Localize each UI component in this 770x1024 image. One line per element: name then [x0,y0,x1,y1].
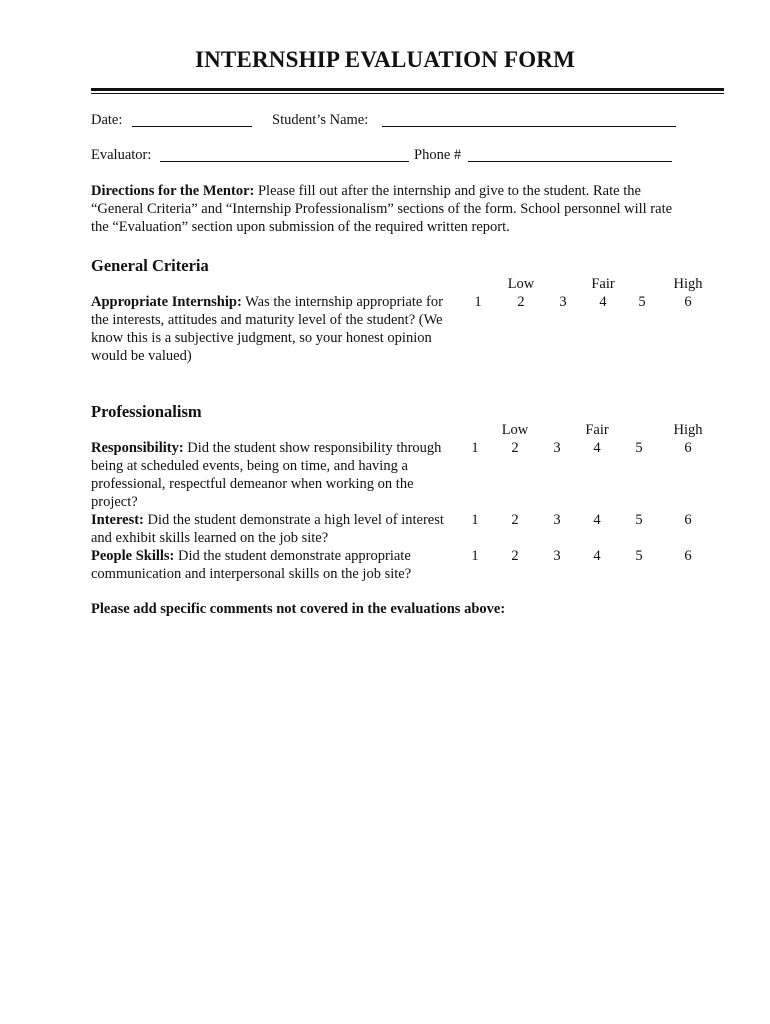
rating-option-5[interactable]: 5 [635,512,643,528]
rating-option-4[interactable]: 4 [593,440,601,456]
scale-fair-label: Fair [591,276,615,292]
rating-option-6[interactable]: 6 [684,548,692,564]
question-text: Did the student show responsibility through being at scheduled events, being on time, and having a professional, respectful demeanor when working on the project? [91,440,442,510]
rating-option-1[interactable]: 1 [471,440,479,456]
phone-label: Phone # [414,147,462,163]
question-lead: People Skills: [91,548,175,564]
rating-option-3[interactable]: 3 [553,548,561,564]
rating-option-1[interactable]: 1 [471,548,479,564]
professionalism-title: Professionalism [91,402,202,421]
student-name-label: Student’s Name: [272,112,369,128]
rating-option-3[interactable]: 3 [553,440,561,456]
rating-option-2[interactable]: 2 [511,548,519,564]
rating-option-3[interactable]: 3 [553,512,561,528]
comments-area[interactable] [91,625,724,995]
rating-option-6[interactable]: 6 [684,440,692,456]
question-appropriate-internship [91,293,456,365]
scale-low-label: Low [507,276,535,292]
scale-high-label: High [673,276,703,292]
scale-fair-label: Fair [585,422,609,438]
rating-option-6[interactable]: 6 [684,512,692,528]
question-interest [91,511,456,547]
rating-option-6[interactable]: 6 [684,294,692,310]
student-name-field[interactable] [382,126,676,127]
rating-option-2[interactable]: 2 [511,440,519,456]
question-lead: Appropriate Internship: [91,294,242,310]
rating-option-2[interactable]: 2 [517,294,525,310]
directions-lead: Directions for the Mentor: [91,183,255,199]
rating-option-1[interactable]: 1 [474,294,482,310]
general-criteria-title: General Criteria [91,256,209,275]
rating-option-4[interactable]: 4 [593,548,601,564]
rating-option-3[interactable]: 3 [559,294,567,310]
rating-option-2[interactable]: 2 [511,512,519,528]
title-rule-thin [91,93,724,94]
question-text: Did the student demonstrate a high level of interest and exhibit skills learned on the job site? [91,512,444,546]
rating-option-1[interactable]: 1 [471,512,479,528]
question-lead: Interest: [91,512,144,528]
scale-low-label: Low [501,422,529,438]
rating-option-4[interactable]: 4 [599,294,607,310]
title-rule-thick [91,88,724,91]
rating-option-5[interactable]: 5 [635,440,643,456]
evaluator-label: Evaluator: [91,147,152,163]
question-text: Was the internship appropriate for the interests, attitudes and maturity level of the student? (We know this is a subjective judgment, so your honest opinion would be valued) [91,294,443,364]
question-text: Did the student demonstrate appropriate communication and interpersonal skills on the job site? [91,548,412,582]
directions [91,182,691,236]
date-label: Date: [91,112,123,128]
phone-field[interactable] [468,161,672,162]
question-people-skills [91,547,456,583]
scale-high-label: High [673,422,703,438]
directions-text: Please fill out after the internship and give to the student. Rate the “General Criteria” and “Internship Professionalism” sections of the form. School personnel will rate the “Evaluation” section upon submission of the required written report. [91,183,673,235]
comments-prompt: Please add specific comments not covered in the evaluations above: [91,601,506,617]
date-field[interactable] [132,126,252,127]
rating-option-5[interactable]: 5 [635,548,643,564]
evaluator-field[interactable] [160,161,409,162]
rating-option-4[interactable]: 4 [593,512,601,528]
rating-option-5[interactable]: 5 [638,294,646,310]
page-title: INTERNSHIP EVALUATION FORM [194,47,576,72]
question-lead: Responsibility: [91,440,184,456]
question-responsibility [91,439,456,511]
